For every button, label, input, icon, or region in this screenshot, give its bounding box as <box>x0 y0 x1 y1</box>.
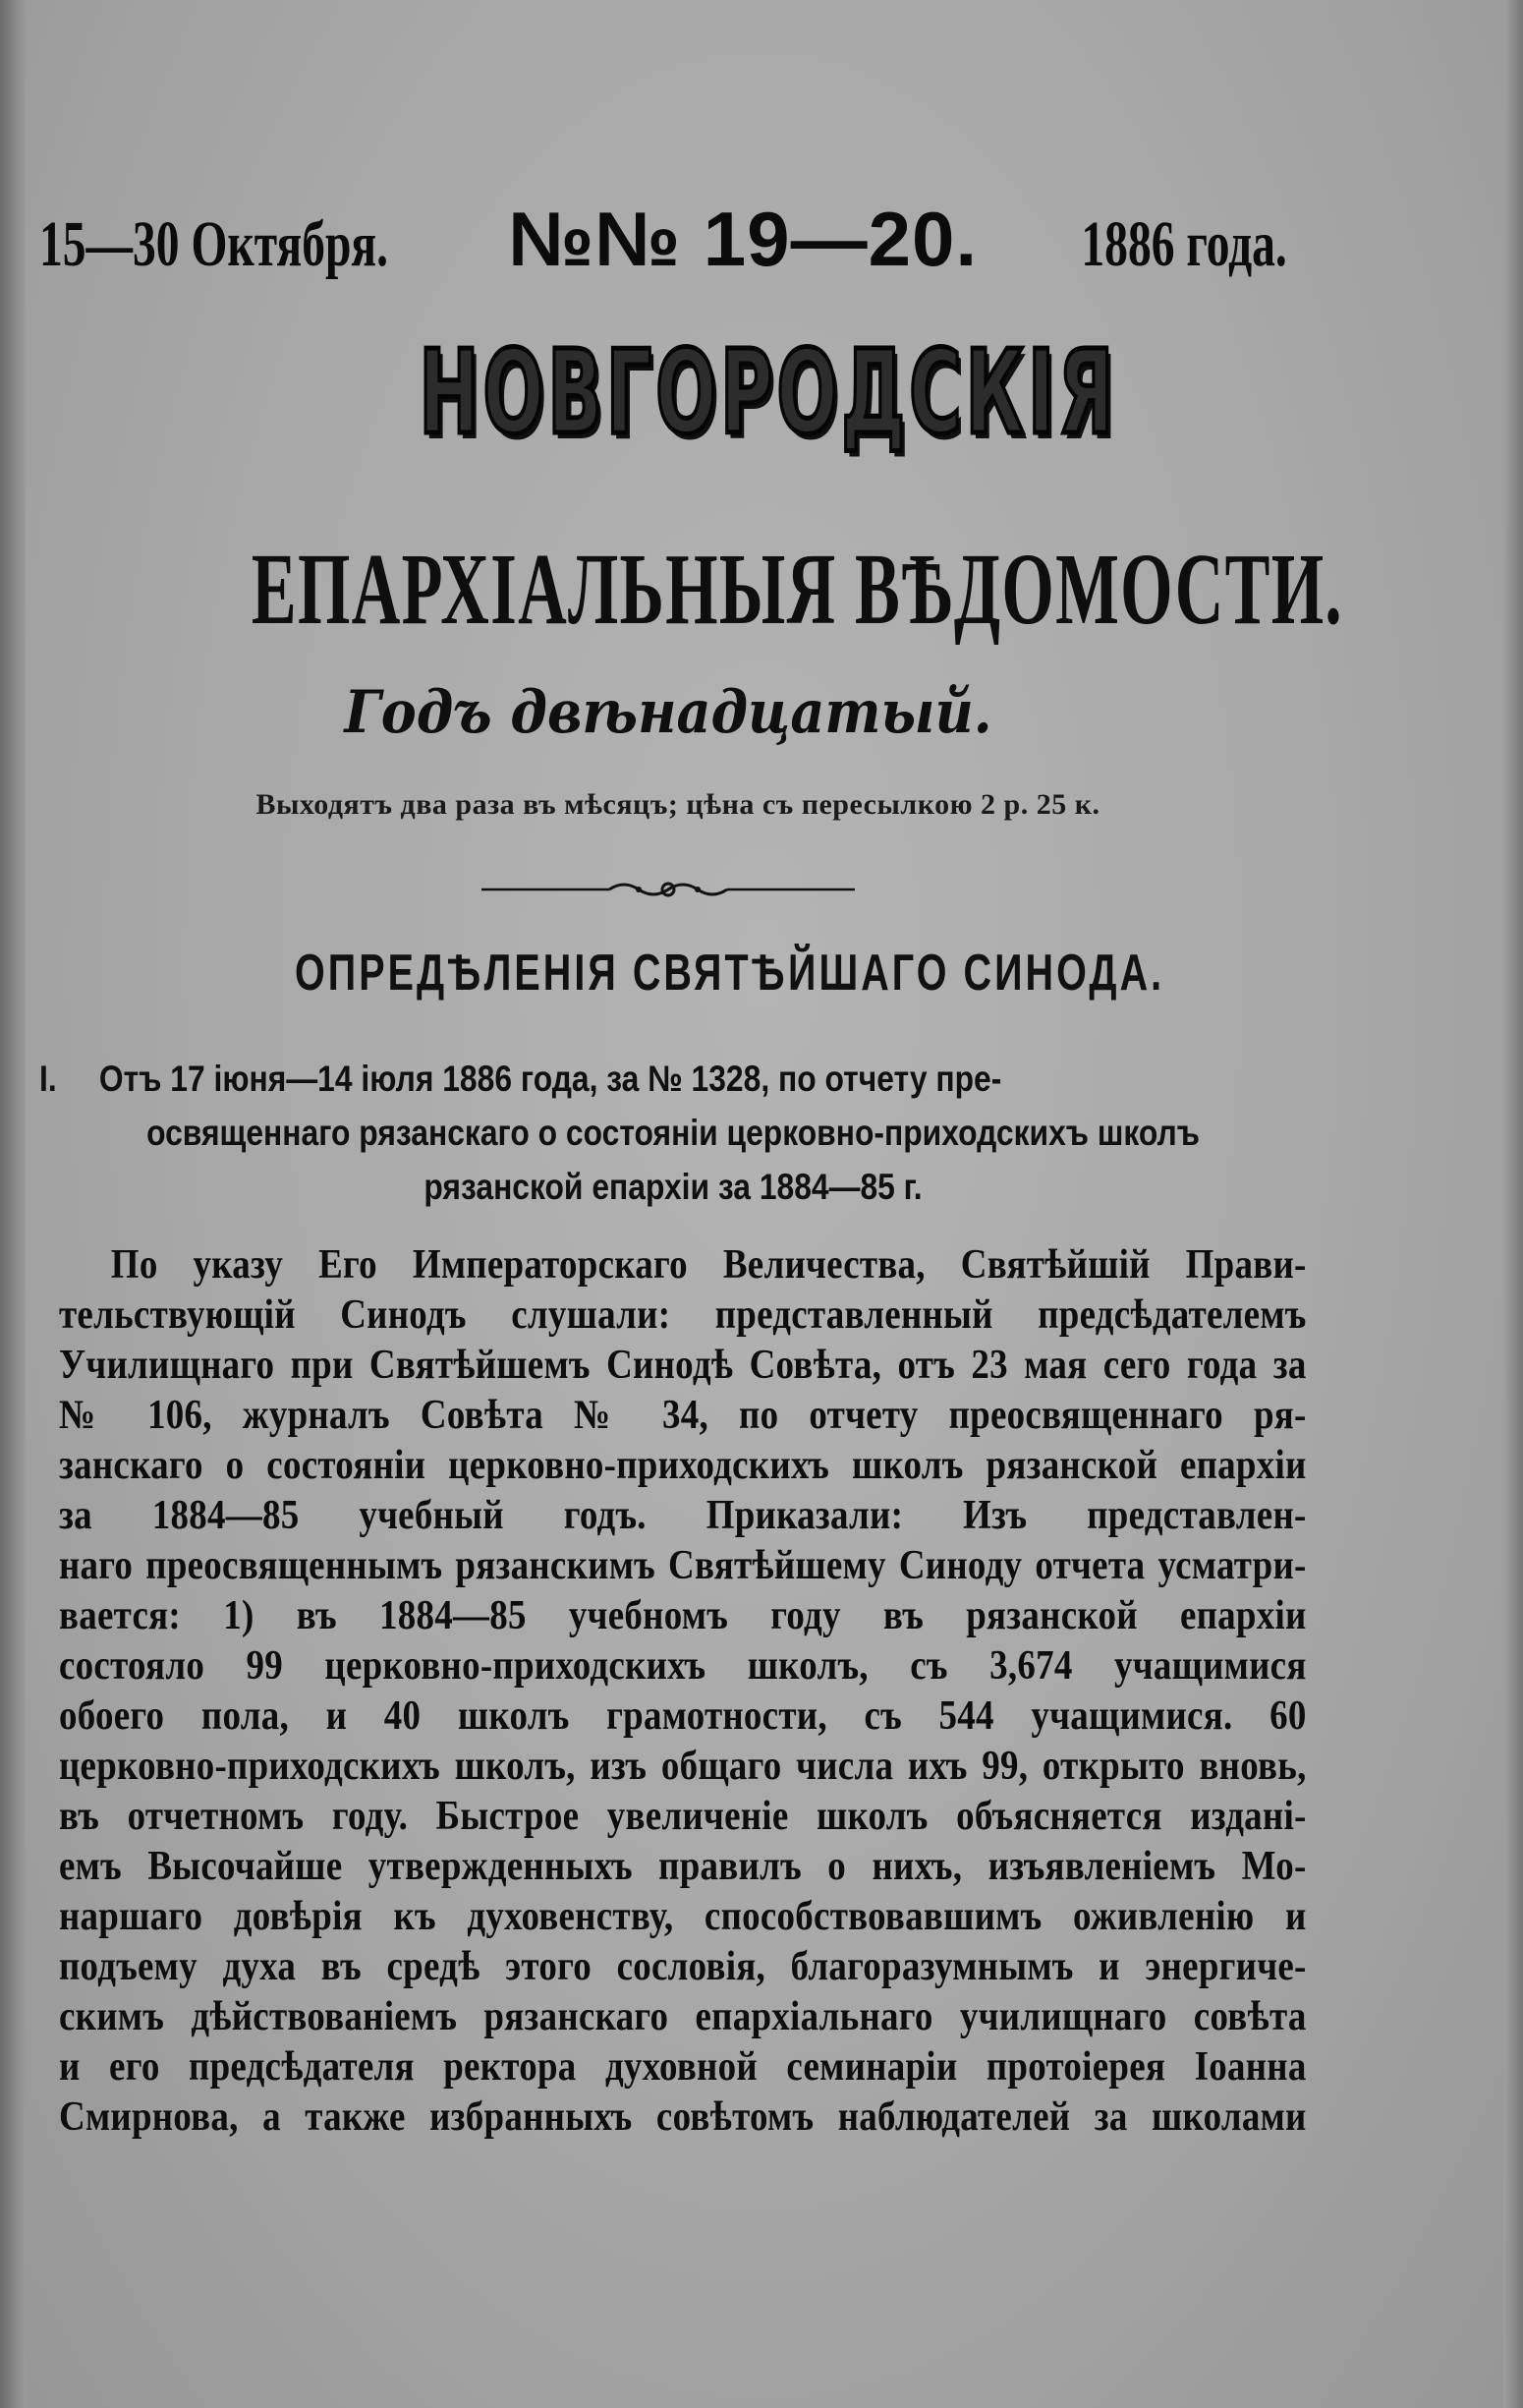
body-line: вается: 1) въ 1884—85 учебномъ году въ рязанской епархіи <box>59 1593 1307 1638</box>
issue-year: 1886 года. <box>1081 208 1287 280</box>
body-line: обоего пола, и 40 школъ грамотности, съ 544 учащимися. 60 <box>59 1693 1307 1739</box>
issue-date: 15—30 Октября. <box>39 208 388 280</box>
item-heading-line-3: рязанской епархіи за 1884—85 г. <box>423 1167 923 1207</box>
item-heading-line-1 <box>39 1052 1129 1106</box>
body-line: емъ Высочайше утвержденныхъ правилъ о нихъ, изъявленіемъ Мо- <box>59 1844 1307 1889</box>
body-line: Смирнова, а также избранныхъ совѣтомъ наблюдателей за школами <box>59 2094 1307 2140</box>
item-heading-line-2: освященнаго рязанскаго о состояніи церковно-приходскихъ школъ <box>146 1113 1200 1153</box>
body-line: церковно-приходскихъ школъ, изъ общаго числа ихъ 99, открыто вновь, <box>59 1744 1307 1789</box>
body-line: наршаго довѣрія къ духовенству, способствовавшимъ оживленію и <box>59 1894 1307 1939</box>
publication-year-line: Годъ двѣнадцатый. <box>344 678 992 747</box>
issue-number: №№ 19—20. <box>508 196 978 282</box>
body-line: и его предсѣдателя ректора духовной семинаріи протоіерея Іоанна <box>59 2044 1307 2090</box>
article-body <box>59 1240 1307 2143</box>
subscription-note: Выходятъ два раза въ мѣсяцъ; цѣна съ пересылкою 2 р. 25 к. <box>255 788 1100 821</box>
body-line: въ отчетномъ году. Быстрое увеличеніе школъ объясняется издані- <box>59 1794 1307 1839</box>
masthead <box>0 0 1523 1042</box>
newspaper-subtitle: ЕПАРХІАЛЬНЫЯ ВѢДОМОСТИ. <box>251 533 1343 646</box>
newspaper-title: НОВГОРОДСКІЯ <box>419 324 1118 460</box>
item-numeral: I. <box>39 1059 57 1099</box>
item-heading <box>39 1052 1307 1214</box>
body-line: наго преосвященнымъ рязанскимъ Святѣйшему Синоду отчета усматри- <box>59 1543 1307 1588</box>
section-heading: ОПРЕДѢЛЕНІЯ СВЯТѢЙШАГО СИНОДА. <box>295 945 1165 1002</box>
issue-line <box>39 195 1287 284</box>
item-heading-line-1-text: Отъ 17 іюня—14 іюля 1886 года, за № 1328, по отчету пре- <box>98 1059 1002 1099</box>
body-line: № 106, журналъ Совѣта № 34, по отчету преосвященнаго ря- <box>59 1393 1307 1438</box>
body-line: подъему духа въ средѣ этого сословія, благоразумнымъ и энергиче- <box>59 1944 1307 1989</box>
body-line: состояло 99 церковно-приходскихъ школъ, съ 3,674 учащимися <box>59 1643 1307 1689</box>
body-line: тельствующій Синодъ слушали: представленный предсѣдателемъ <box>59 1292 1307 1338</box>
body-line: По указу Его Императорскаго Величества, Святѣйшій Прави- <box>110 1242 1307 1288</box>
ornament-divider-icon <box>481 875 855 904</box>
body-line: занскаго о состояніи церковно-приходскихъ школъ рязанской епархіи <box>59 1443 1307 1488</box>
body-line: скимъ дѣйствованіемъ рязанскаго епархіальнаго училищнаго совѣта <box>59 1994 1307 2039</box>
body-line: Училищнаго при Святѣйшемъ Синодѣ Совѣта, отъ 23 мая сего года за <box>59 1343 1307 1388</box>
body-line: за 1884—85 учебный годъ. Приказали: Изъ представлен- <box>59 1493 1307 1538</box>
